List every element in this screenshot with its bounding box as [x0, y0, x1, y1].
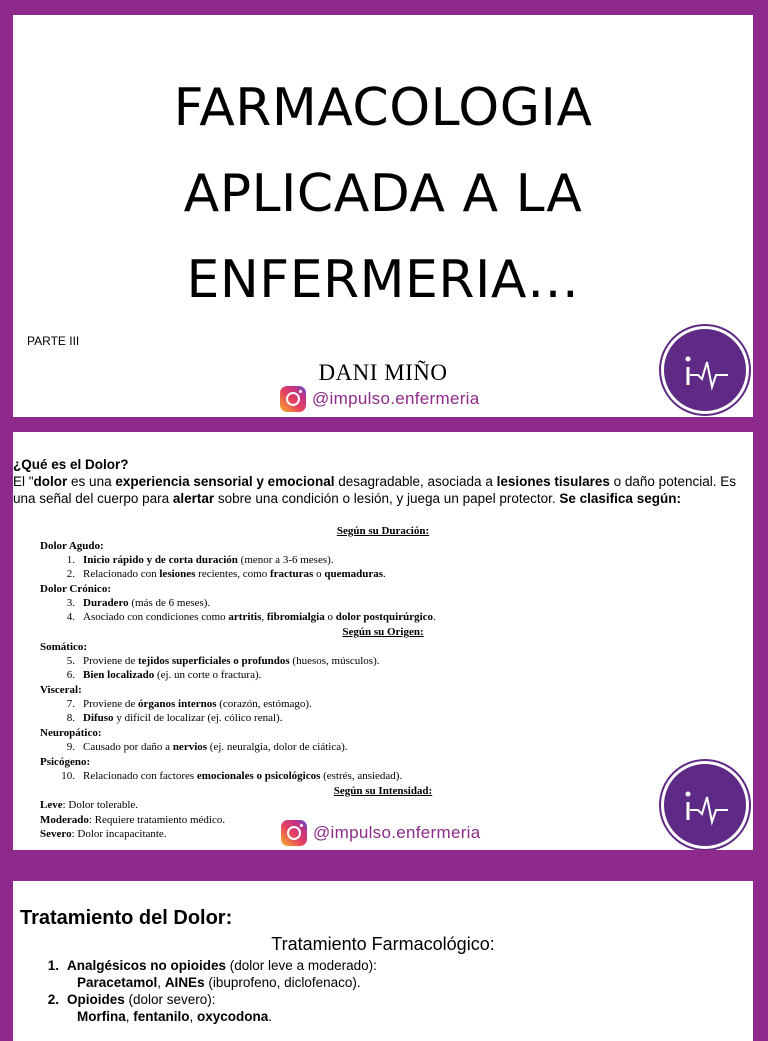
- list-item: 6. Bien localizado (ej. un corte o fractura).: [66, 669, 262, 681]
- drug-list: Paracetamol, AINEs (ibuprofeno, diclofenaco).: [77, 975, 361, 990]
- list-item: 1. Analgésicos no opioides (dolor leve a moderado):: [47, 958, 377, 973]
- section-origen: Según su Origen:: [342, 626, 424, 638]
- instagram-handle: @impulso.enfermeria: [280, 386, 480, 412]
- treatment-slide: [13, 881, 753, 1041]
- cat-somatico: Somático:: [40, 641, 88, 653]
- instagram-icon: [281, 820, 307, 846]
- level-severo: Severo: Dolor incapacitante.: [40, 828, 167, 840]
- treatment-subtitle: Tratamiento Farmacológico:: [271, 934, 495, 954]
- instagram-icon: [280, 386, 306, 412]
- cat-cronico: Dolor Crónico:: [40, 583, 111, 595]
- list-item: 9. Causado por daño a nervios (ej. neuralgia, dolor de ciática).: [66, 741, 348, 753]
- list-item: 5. Proviene de tejidos superficiales o profundos (huesos, músculos).: [66, 655, 380, 667]
- section-intensidad: Según su Intensidad:: [333, 785, 433, 797]
- part-label: PARTE III: [27, 334, 80, 348]
- treatment-title: Tratamiento del Dolor:: [20, 907, 233, 929]
- instagram-handle: @impulso.enfermeria: [281, 820, 481, 846]
- list-item: 1. Inicio rápido y de corta duración (menor a 3-6 meses).: [66, 554, 334, 566]
- heartbeat-logo-icon: [661, 326, 749, 414]
- cat-neuropatico: Neuropático:: [40, 727, 102, 739]
- pain-definition-slide: [13, 432, 753, 850]
- slide-title: FARMACOLOGIA APLICADA A LA ENFERMERIA…: [173, 78, 593, 310]
- heartbeat-logo-icon: [661, 761, 749, 849]
- list-item: 2. Opioides (dolor severo):: [47, 992, 216, 1007]
- section-duracion: Según su Duración:: [336, 525, 430, 537]
- list-item: 4. Asociado con condiciones como artritis, fibromialgia o dolor postquirúrgico.: [66, 611, 436, 623]
- author-name: DANI MIÑO: [318, 360, 448, 385]
- level-leve: Leve: Dolor tolerable.: [40, 799, 139, 811]
- list-item: 2. Relacionado con lesiones recientes, como fracturas o quemaduras.: [66, 568, 386, 580]
- title-slide: [13, 15, 753, 417]
- list-item: 8. Difuso y difícil de localizar (ej. cólico renal).: [66, 712, 283, 724]
- list-item: 10. Relacionado con factores emocionales o psicológicos (estrés, ansiedad).: [61, 770, 403, 782]
- pain-definition: ¿Qué es el Dolor? El "dolor es una experiencia sensorial y emocional desagradable, asociada a lesiones tisulares o daño potencial. Es una señal del cuerpo para alertar sobre una condición o lesión, y juega un papel protector. Se clasifica según:: [13, 457, 736, 506]
- list-item: 7. Proviene de órganos internos (corazón, estómago).: [66, 698, 312, 710]
- level-moderado: Moderado: Requiere tratamiento médico.: [40, 814, 226, 826]
- cat-agudo: Dolor Agudo:: [40, 540, 104, 552]
- drug-list: Morfina, fentanilo, oxycodona.: [77, 1009, 273, 1024]
- cat-psicogeno: Psicógeno:: [40, 756, 91, 768]
- cat-visceral: Visceral:: [40, 684, 82, 696]
- list-item: 3. Duradero (más de 6 meses).: [66, 597, 211, 609]
